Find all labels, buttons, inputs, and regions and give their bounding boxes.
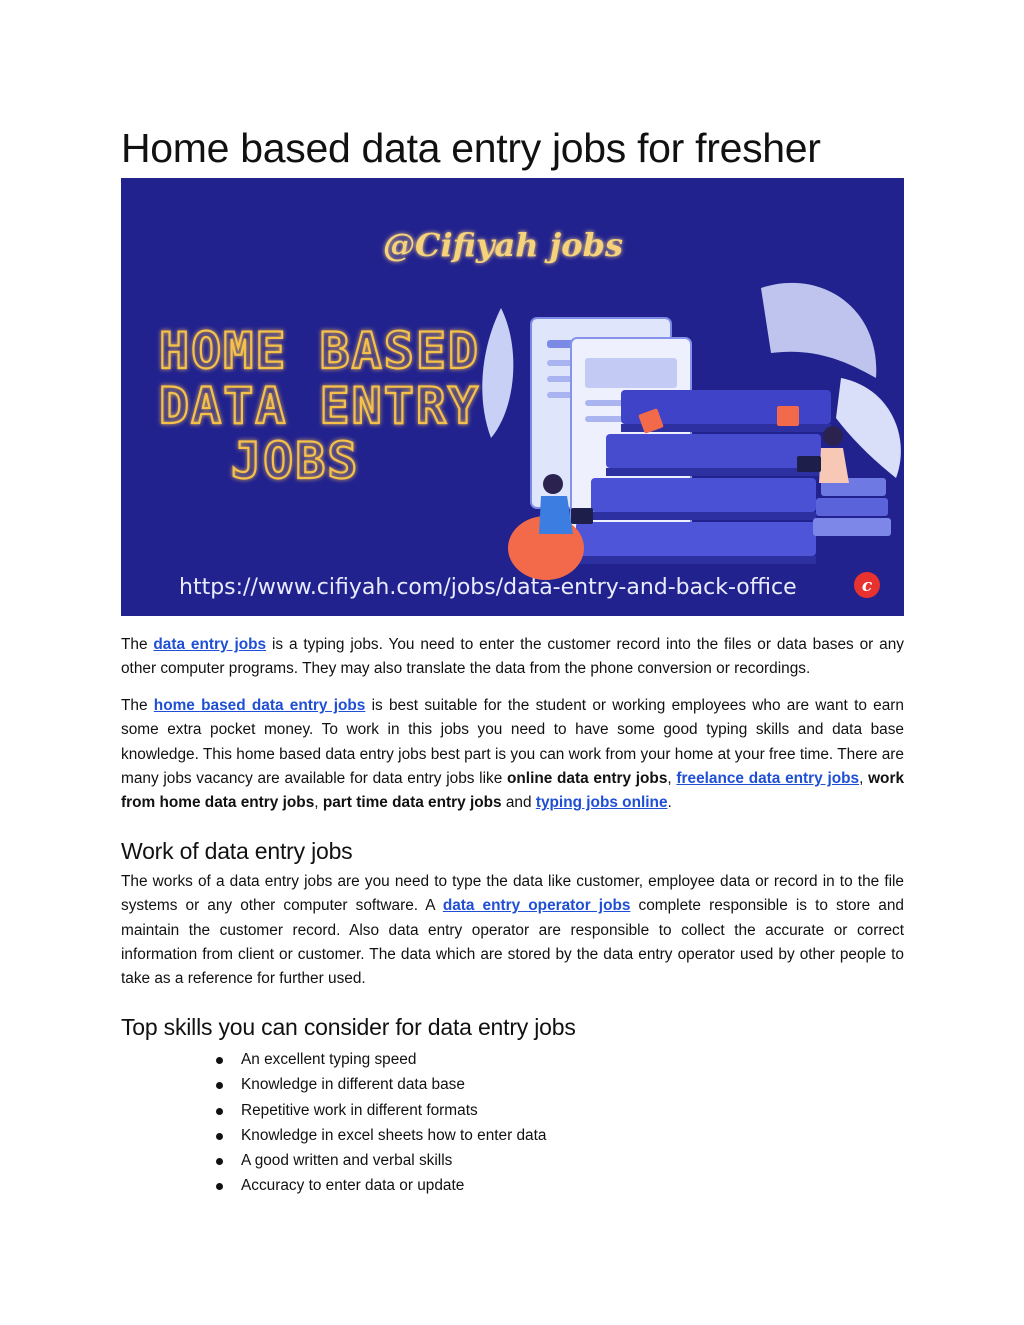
bullet-icon [216, 1108, 223, 1115]
link-data-entry-jobs[interactable]: data entry jobs [153, 636, 267, 653]
list-item-text: A good written and verbal skills [241, 1152, 453, 1170]
bullet-icon [216, 1183, 223, 1190]
skills-list [121, 1047, 904, 1199]
work-paragraph [121, 870, 904, 991]
details-paragraph [121, 694, 904, 815]
para-text: The [121, 697, 154, 714]
bullet-icon [216, 1133, 223, 1140]
section-heading-work: Work of data entry jobs [121, 838, 353, 864]
hero-illustration [121, 178, 904, 616]
list-item [121, 1047, 904, 1072]
hero-banner-image [121, 178, 904, 616]
list-item [121, 1123, 904, 1148]
link-freelance-data-entry-jobs[interactable]: freelance data entry jobs [676, 769, 860, 787]
para-text: , [667, 769, 677, 787]
para-text: complete responsible is to store and maintain the customer record. Also data entry operator are responsible to collect the accurate or correct information from client or customer. The data which are stored by the data entry operator used by other people to take as a reference for further used. [121, 897, 904, 988]
link-home-based-data-entry-jobs[interactable]: home based data entry jobs [153, 697, 366, 714]
list-item [121, 1098, 904, 1123]
list-item-text: Knowledge in excel sheets how to enter data [241, 1126, 547, 1144]
bullet-icon [216, 1158, 223, 1165]
bullet-icon [216, 1057, 223, 1064]
para-text: and [501, 794, 536, 812]
hero-headline-line-3: JOBS [231, 432, 360, 490]
list-item-text: Knowledge in different data base [241, 1076, 465, 1094]
para-text: is a typing jobs. You need to enter the customer record into the files or data bases or any other computer programs. They may also translate the data from the phone conversion or recordings. [121, 636, 904, 678]
list-item-text: Repetitive work in different formats [241, 1101, 478, 1119]
para-text: The works of a data entry jobs are you need to type the data like customer, employee data or record in to the file systems or any other computer software. A [121, 873, 904, 915]
link-data-entry-operator-jobs[interactable]: data entry operator jobs [442, 897, 631, 915]
bold-online-data-entry-jobs: online data entry jobs [507, 769, 668, 787]
bold-work-from-home-data-entry-jobs: work from home data entry jobs [121, 769, 904, 812]
bold-part-time-data-entry-jobs: part time data entry jobs [322, 794, 502, 812]
hero-handle: @Cifiyah jobs [383, 226, 623, 264]
list-item-text: Accuracy to enter data or update [241, 1177, 465, 1195]
hero-logo-letter: c [861, 576, 873, 596]
section-heading-skills: Top skills you can consider for data entry jobs [121, 1014, 576, 1040]
intro-paragraph [121, 633, 904, 682]
hero-headline-line-1: HOME BASED [159, 322, 481, 380]
page-title: Home based data entry jobs for fresher [121, 125, 821, 171]
list-item [121, 1072, 904, 1097]
list-item [121, 1173, 904, 1198]
hero-url: https://www.cifiyah.com/jobs/data-entry-and-back-office [179, 575, 797, 600]
list-item-text: An excellent typing speed [241, 1051, 417, 1068]
para-text: , [859, 769, 869, 787]
para-text: , [314, 794, 323, 812]
list-item [121, 1148, 904, 1173]
bullet-icon [216, 1082, 223, 1089]
link-typing-jobs-online[interactable]: typing jobs online [535, 794, 668, 812]
para-text: . [667, 794, 672, 812]
para-text: is best suitable for the student or working employees who are want to earn some extra pocket money. To work in this jobs you need to have some good typing skills and data base knowledge. This home based data entry jobs best part is you can work from your home at your free time. There are many jobs vacancy are available for data entry jobs like [121, 697, 904, 787]
para-text: The [121, 636, 154, 653]
hero-headline-line-2: DATA ENTRY [159, 377, 481, 435]
